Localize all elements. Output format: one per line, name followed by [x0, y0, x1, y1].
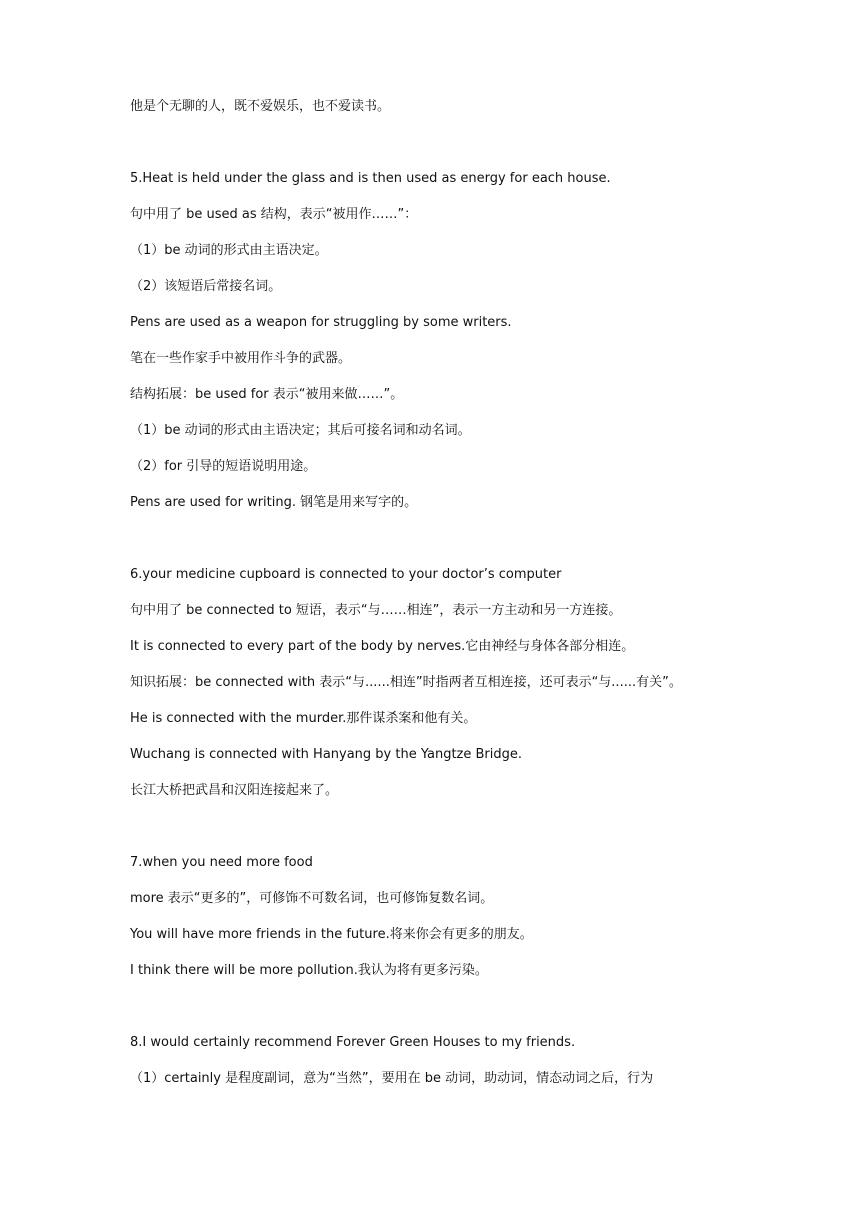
- example-heading-8: 8.I would certainly recommend Forever Green Houses to my friends.: [130, 1035, 576, 1050]
- text-line: 句中用了 be connected to 短语，表示“与……相连”，表示一方主动和另一方连接。: [130, 603, 622, 618]
- text-line: 他是个无聊的人，既不爱娱乐，也不爱读书。: [130, 99, 391, 114]
- text-line: （2）for 引导的短语说明用途。: [130, 459, 317, 474]
- text-line: （1）be 动词的形式由主语决定；其后可接名词和动名词。: [130, 423, 471, 438]
- document-page: [130, 98, 740, 1106]
- text-line: 结构拓展：be used for 表示“被用来做……”。: [130, 387, 404, 402]
- example-heading-7: 7.when you need more food: [130, 855, 313, 870]
- blank-line: [130, 530, 740, 548]
- example-sentence: You will have more friends in the future.将来你会有更多的朋友。: [130, 927, 533, 942]
- text-line: 句中用了 be used as 结构，表示“被用作……”：: [130, 207, 418, 222]
- text-line: （2）该短语后常接名词。: [130, 279, 282, 294]
- translation-line: 长江大桥把武昌和汉阳连接起来了。: [130, 783, 339, 798]
- text-line: more 表示“更多的”，可修饰不可数名词，也可修饰复数名词。: [130, 891, 494, 906]
- translation-line: 笔在一些作家手中被用作斗争的武器。: [130, 351, 352, 366]
- example-sentence: Pens are used for writing. 钢笔是用来写字的。: [130, 495, 418, 510]
- example-sentence: It is connected to every part of the body by nerves.它由神经与身体各部分相连。: [130, 639, 635, 654]
- example-sentence: I think there will be more pollution.我认为将有更多污染。: [130, 963, 488, 978]
- example-sentence: He is connected with the murder.那件谋杀案和他有关。: [130, 711, 477, 726]
- text-line: （1）certainly 是程度副词，意为“当然”，要用在 be 动词，助动词，情态动词之后，行为: [130, 1071, 654, 1086]
- example-heading-5: 5.Heat is held under the glass and is then used as energy for each house.: [130, 171, 611, 186]
- example-sentence: Wuchang is connected with Hanyang by the Yangtze Bridge.: [130, 747, 523, 762]
- blank-line: [130, 998, 740, 1016]
- blank-line: [130, 818, 740, 836]
- example-sentence: Pens are used as a weapon for struggling by some writers.: [130, 315, 512, 330]
- example-heading-6: 6.your medicine cupboard is connected to your doctor’s computer: [130, 567, 562, 582]
- blank-line: [130, 134, 740, 152]
- text-line: 知识拓展：be connected with 表示“与......相连”时指两者互相连接，还可表示“与......有关”。: [130, 675, 682, 690]
- text-line: （1）be 动词的形式由主语决定。: [130, 243, 328, 258]
